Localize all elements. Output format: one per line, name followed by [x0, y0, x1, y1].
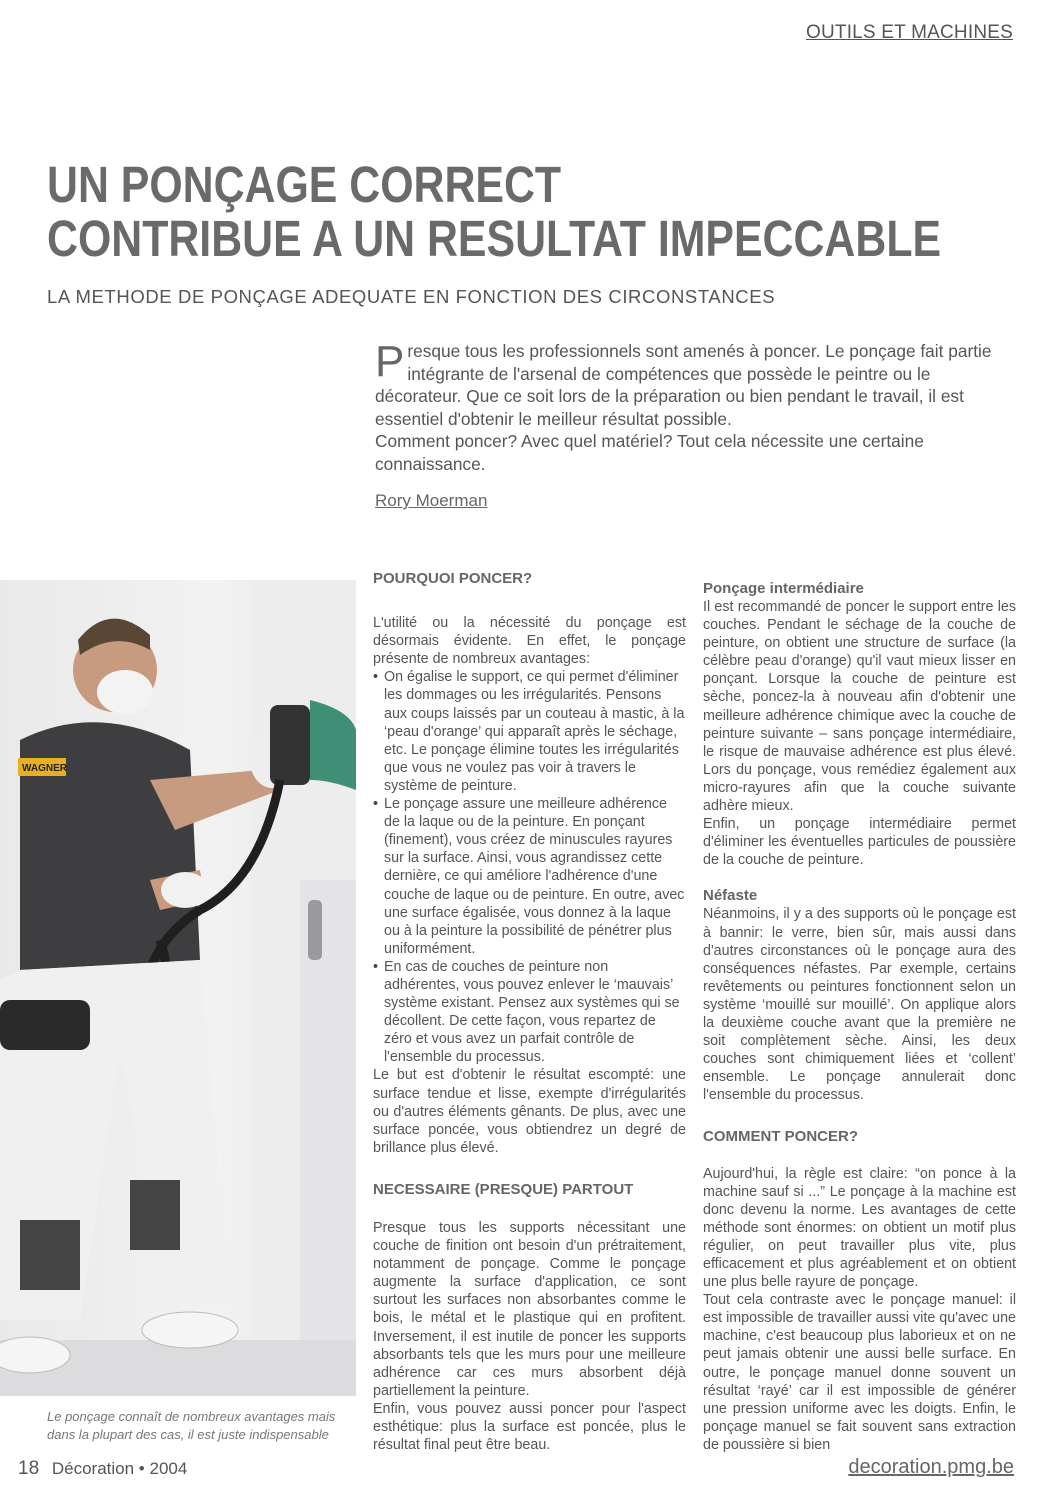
article-column-2	[703, 580, 1016, 1454]
paragraph: Enfin, vous pouvez aussi poncer pour l'aspect esthétique: plus la surface est poncée, plus le résultat final peut être beau.	[373, 1400, 686, 1454]
article-title	[47, 158, 971, 266]
intro-text-2: Comment poncer? Avec quel matériel? Tout cela nécessite une certaine connaissance.	[375, 431, 924, 474]
photo-caption: Le ponçage connaît de nombreux avantages mais dans la plupart des cas, il est juste indispensable	[47, 1409, 336, 1442]
bullet-item: • On égalise le support, ce qui permet d'éliminer les dommages ou les irrégularités. Pensons aux coups laissés par un couteau à mastic, à la ‘peau d'orange’ qui apparaît après le séchage, etc. Le ponçage élimine toutes les irrégularités que vous ne voulez pas voir à travers le système de peinture.	[373, 668, 686, 795]
worker-sanding-illustration	[0, 580, 356, 1396]
bullet-item: • Le ponçage assure une meilleure adhérence de la laque ou de la peinture. En ponçant (finement), vous créez de minuscules rayures sur la surface. Ainsi, vous agrandissez cette dernière, ce qui améliore l'adhérence d'une couche de laque ou de peinture. En outre, avec une surface égalisée, vous donnez à la laque ou à la peinture la possibilité de pénétrer plus uniformément.	[373, 795, 686, 958]
drop-cap: P	[375, 337, 405, 386]
paragraph: Tout cela contraste avec le ponçage manuel: il est impossible de travailler aussi vite qu'avec une machine, c'est beaucoup plus laborieux et on ne peut jamais obtenir une aussi belle surface. En outre, le ponçage manuel donne souvent un résultat ‘rayé’ car il est impossible de générer une pression uniforme avec les doigts. Enfin, le ponçage manuel se fait souvent sans extraction de poussière si bien	[703, 1292, 1016, 1453]
section-heading: POURQUOI PONCER?	[373, 570, 533, 587]
author-name: Rory Moerman	[375, 491, 488, 510]
section-heading: NECESSAIRE (PRESQUE) PARTOUT	[373, 1180, 634, 1198]
page-footer	[18, 1458, 187, 1480]
magazine-issue: Décoration • 2004	[51, 1459, 188, 1478]
intro-paragraph	[375, 337, 1015, 476]
website-link[interactable]: decoration.pmg.be	[848, 1456, 1014, 1478]
bullet-item: • En cas de couches de peinture non adhérentes, vous pouvez enlever le ‘mauvais’ système existant. Pensez aux systèmes qui se décollent. De cette façon, vous repartez de zéro et vous avez un parfait contrôle de l'ensemble du processus.	[373, 958, 686, 1067]
paragraph: Presque tous les supports nécessitant une couche de finition ont besoin d'un prétraitement, notamment de ponçage. Comme le ponçage augmente la surface d'application, ce sont surtout les surfaces non absorbantes comme le bois, le métal et le plastique qui en profitent. Inversement, il est inutile de poncer les supports absorbants tels que les murs pour une meilleure adhérence car ces murs absorbent déjà partiellement la peinture.	[373, 1220, 686, 1399]
section-heading: COMMENT PONCER?	[703, 1128, 858, 1146]
intro-text: resque tous les professionnels sont amenés à poncer. Le ponçage fait partie intégrante de l'arsenal de compétences que possède le peintre ou le décorateur. Que ce soit lors de la préparation ou bien pendant le travail, il est essentiel d'obtenir le meilleur résultat possible.	[375, 341, 992, 429]
paragraph: Néanmoins, il y a des supports où le ponçage est à bannir: le verre, bien sûr, mais aussi dans d'autres circonstances où le ponçage aura des conséquences néfastes. Par exemple, certains revêtements ou peintures fonctionnent selon un système ‘mouillé sur mouillé’. On applique alors la deuxième couche avant que la première ne soit complètement sèche. Ainsi, les deux couches sont chimiquement liées et ‘collent’ ensemble. Le ponçage annulerait donc l'ensemble du processus.	[703, 906, 1016, 1104]
title-line: UN PONÇAGE CORRECT	[47, 156, 562, 213]
paragraph: Aujourd'hui, la règle est claire: “on ponce à la machine sauf si ...” Le ponçage à la machine est donc devenu la norme. Les avantages de cette méthode sont énormes: on obtient un motif plus régulier, on peut travailler plus vite, plus efficacement et plus agréablement et on obtient une plus belle rayure de ponçage.	[703, 1165, 1016, 1291]
subheading: Ponçage intermédiaire	[703, 580, 864, 597]
article-column-1	[373, 570, 686, 1454]
bullet-list	[373, 668, 686, 1066]
subheading: Néfaste	[703, 887, 758, 905]
wagner-logo: WAGNER	[22, 763, 67, 774]
page-number: 18	[18, 1458, 40, 1479]
title-line: CONTRIBUE A UN RESULTAT IMPECCABLE	[47, 210, 942, 267]
article-photo	[0, 580, 356, 1396]
section-label: OUTILS ET MACHINES	[805, 22, 1013, 43]
article-subtitle: LA METHODE DE PONÇAGE ADEQUATE EN FONCTION DES CIRCONSTANCES	[47, 286, 776, 307]
paragraph: Il est recommandé de poncer le support entre les couches. Pendant le séchage de la couche de peinture, on obtient une structure de surface (la célèbre peau d'orange) qu'il vaut mieux lisser en ponçant. Lorsque la couche de peinture est sèche, poncez-la à nouveau afin d'obtenir une meilleure adhérence chimique avec la couche de peinture suivante – sans ponçage intermédiaire, le risque de mauvaise adhérence est plus élevé. Lors du ponçage, vous remédiez également aux micro-rayures afin que la couche suivante adhère mieux.	[703, 599, 1016, 815]
paragraph: Le but est d'obtenir le résultat escompté: une surface tendue et lisse, exempte d'irrégularités ou d'autres éléments gênants. De plus, avec une surface poncée, vous obtiendrez un degré de brillance plus élevé.	[373, 1067, 686, 1156]
paragraph: L'utilité ou la nécessité du ponçage est désormais évidente. En effet, le ponçage présente de nombreux avantages:	[373, 615, 686, 668]
paragraph: Enfin, un ponçage intermédiaire permet d'éliminer les éventuelles particules de poussière de la couche de peinture.	[703, 816, 1016, 869]
